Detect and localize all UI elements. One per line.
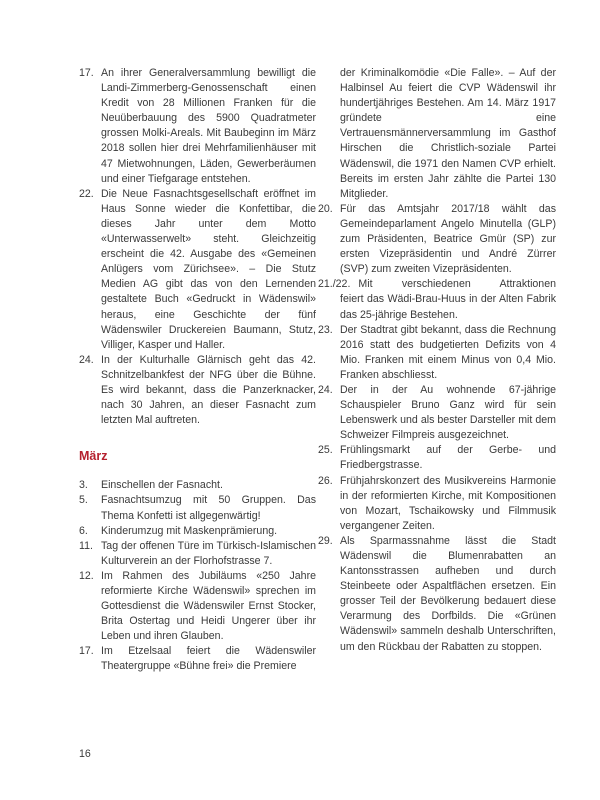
chronicle-entry <box>318 383 556 443</box>
entry-text: Für das Amtsjahr 2017/18 wählt das Gemeindeparlament Angelo Minutella (GLP) zum Präsidenten, Beatrice Gmür (SP) zur ersten Vizepräsidentin und André Zürrer (SVP) zum zweiten Vizepräsidenten. <box>340 202 556 276</box>
chronicle-entry <box>318 443 556 473</box>
entry-text: Tag der offenen Türe im Türkisch-Islamischen Kulturverein an der Florhofstrasse 7. <box>101 539 316 567</box>
entry-date: 23. <box>318 323 333 336</box>
chronicle-entry-continuation <box>318 66 556 202</box>
chronicle-entry <box>318 323 556 383</box>
chronicle-entry <box>79 66 316 187</box>
entry-text: Frühjahrskonzert des Musikvereins Harmonie in der reformierten Kirche, mit Kompositionen von Mozart, Tschaikowsky und Filmmusik vergangener Zeiten. <box>340 474 556 532</box>
entry-text: Fasnachtsumzug mit 50 Gruppen. Das Thema Konfetti ist allgegenwärtig! <box>101 494 316 522</box>
section-heading-month: März <box>79 449 108 464</box>
entry-date: 24. <box>318 383 333 396</box>
entry-date: 26. <box>318 474 333 487</box>
entry-date: 17. <box>79 67 94 79</box>
chronicle-entry <box>79 524 316 539</box>
entry-date: 20. <box>318 202 333 215</box>
entry-date: 6. <box>79 524 88 537</box>
entry-text: der Kriminalkomödie «Die Falle». – Auf der Halbinsel Au feiert die CVP Wädenswil ihr hundertjähriges Bestehen. Am 14. März 1917 gründete eine Vertrauensmännerversammlung im Gasthof Hirschen die Christlich-soziale Partei Wädenswil, die 1971 den Namen CVP erhielt. Bereits im ersten Jahr zählte die Partei 130 Mitglieder. <box>340 67 556 200</box>
chronicle-entry <box>318 277 556 322</box>
entry-date: 21./22. <box>318 278 351 291</box>
right-column <box>318 66 556 655</box>
chronicle-entry <box>79 569 316 644</box>
entry-text: Kinderumzug mit Maskenprämierung. <box>101 524 278 537</box>
entry-text-first-line: Mit verschiedenen Attraktionen <box>358 278 556 291</box>
chronicle-entry <box>79 478 316 493</box>
entry-text: Die Neue Fasnachtsgesellschaft eröffnet im Haus Sonne wieder die Konfettibar, die dieses Jahr unter dem Motto «Unterwasserwelt» steht. Gleichzeitig erscheint die 42. Ausgabe des «Gemeinen Anlügers vom Zürichsee». – Die Stutz Medien AG gibt das von den Lernenden gestaltete Buch «Gedruckt in Wädenswil» heraus, eine Geschichte der fünf Wädenswiler Druckereien Baumann, Stutz, Villiger, Kasper und Haller. <box>101 187 316 351</box>
entry-text: An ihrer Generalversammlung bewilligt die Landi-Zimmerberg-Genossenschaft einen Kredit von 28 Millionen Franken für die Neuüberbauung des 5900 Quadratmeter grossen Molki-Areals. Mit Baubeginn im März 2018 sollen hier drei Mehrfamilienhäuser mit 47 Mietwohnungen, Läden, Gewerberäumen und einer Tiefgarage entstehen. <box>101 67 316 185</box>
entry-text: Der in der Au wohnende 67-jährige Schauspieler Bruno Ganz wird für sein Lebenswerk und als bester Darsteller mit dem Schweizer Filmpreis ausgezeichnet. <box>340 383 556 442</box>
entry-date: 22. <box>79 187 94 200</box>
entry-text: In der Kulturhalle Glärnisch geht das 42. Schnitzelbankfest der NFG über die Bühne. Es wird bekannt, dass die Panzerknacker, nach 30 Jahren, an dieser Fasnacht zum letzten Mal auftreten. <box>101 353 316 427</box>
entry-date: 17. <box>79 645 94 658</box>
entry-date: 29. <box>318 534 333 547</box>
entry-text: Im Rahmen des Jubiläums «250 Jahre reformierte Kirche Wädenswil» sprechen im Gottesdienst die Wädenswiler Ernst Stocker, Brita Ostertag und Heidi Ungerer über ihr Leben und ihren Glauben. <box>101 569 316 643</box>
entry-date: 3. <box>79 479 88 492</box>
chronicle-entry <box>79 539 316 569</box>
chronicle-entry <box>318 534 556 655</box>
entry-date: 5. <box>79 494 88 507</box>
entry-date: 25. <box>318 444 333 457</box>
entry-text: Frühlingsmarkt auf der Gerbe- und Friedbergstrasse. <box>340 444 556 472</box>
entry-text: Als Sparmassnahme lässt die Stadt Wädenswil die Blumenrabatten an Kantonsstrassen aufheben und durch Steinbeete oder Aspaltflächen ersetzen. Ein grosser Teil der Bevölkerung bedauert diese Verarmung des Dorfbilds. Die «Grünen Wädenswil» sammeln deshalb Unterschriften, um den Rückbau der Rabatten zu stoppen. <box>340 534 556 653</box>
entry-date: 24. <box>79 353 94 366</box>
entry-date: 11. <box>79 539 93 552</box>
page-number: 16 <box>79 748 91 760</box>
chronicle-entry <box>318 202 556 277</box>
chronicle-entry <box>79 644 316 674</box>
entry-text: Der Stadtrat gibt bekannt, dass die Rechnung 2016 statt des budgetierten Defizits von 4 Mio. Franken mit einem Minus von 0,4 Mio. Franken abschliesst. <box>340 323 556 381</box>
entry-text: feiert das Wädi-Brau-Huus in der Alten Fabrik das 25-jährige Bestehen. <box>340 293 556 321</box>
entry-text: Im Etzelsaal feiert die Wädenswiler Theatergruppe «Bühne frei» die Premiere <box>101 645 316 673</box>
entry-date: 12. <box>79 569 94 582</box>
chronicle-entry <box>318 474 556 534</box>
left-column <box>79 66 316 675</box>
chronicle-entry <box>79 493 316 523</box>
chronicle-entry <box>79 353 316 428</box>
entry-text: Einschellen der Fasnacht. <box>101 479 223 492</box>
chronicle-entry <box>79 187 316 353</box>
